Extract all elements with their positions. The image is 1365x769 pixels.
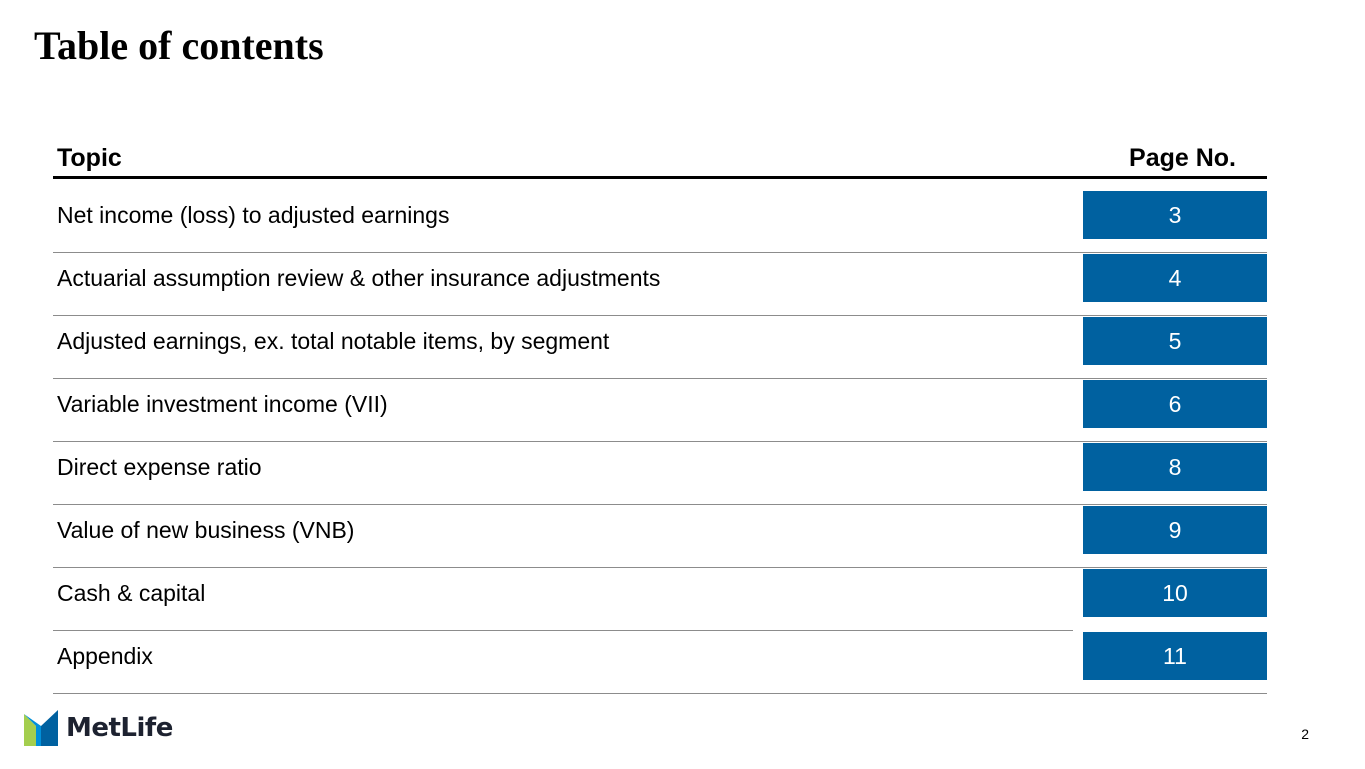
slide-page-number: 2 — [1301, 726, 1309, 742]
toc-page-link[interactable]: 3 — [1083, 191, 1267, 239]
toc-row — [53, 379, 1267, 442]
toc-page-link[interactable]: 10 — [1083, 569, 1267, 617]
metlife-logo-icon — [24, 710, 58, 746]
toc-row — [53, 568, 1267, 631]
topic-column-header: Topic — [57, 144, 122, 172]
toc-page-link[interactable]: 9 — [1083, 506, 1267, 554]
toc-topic: Actuarial assumption review & other insurance adjustments — [57, 265, 661, 291]
toc-row — [53, 442, 1267, 505]
toc-topic: Value of new business (VNB) — [57, 517, 355, 543]
toc-page-link[interactable]: 11 — [1083, 632, 1267, 680]
toc-topic: Cash & capital — [57, 580, 206, 606]
toc-row — [53, 316, 1267, 379]
toc-page-link[interactable]: 4 — [1083, 254, 1267, 302]
toc-row — [53, 505, 1267, 568]
toc-page-link[interactable]: 5 — [1083, 317, 1267, 365]
toc-topic: Variable investment income (VII) — [57, 391, 388, 417]
table-of-contents — [53, 140, 1267, 694]
page-title: Table of contents — [34, 23, 324, 68]
toc-row — [53, 631, 1267, 694]
toc-topic: Appendix — [57, 643, 153, 669]
metlife-wordmark: MetLife — [66, 713, 173, 743]
toc-topic: Net income (loss) to adjusted earnings — [57, 202, 450, 228]
toc-header — [53, 140, 1267, 179]
page-number-column-header: Page No. — [1129, 144, 1236, 172]
metlife-logo — [24, 710, 173, 746]
toc-page-link[interactable]: 6 — [1083, 380, 1267, 428]
toc-row — [53, 190, 1267, 253]
toc-page-link[interactable]: 8 — [1083, 443, 1267, 491]
toc-topic: Adjusted earnings, ex. total notable items, by segment — [57, 328, 610, 354]
toc-topic: Direct expense ratio — [57, 454, 262, 480]
toc-row — [53, 253, 1267, 316]
